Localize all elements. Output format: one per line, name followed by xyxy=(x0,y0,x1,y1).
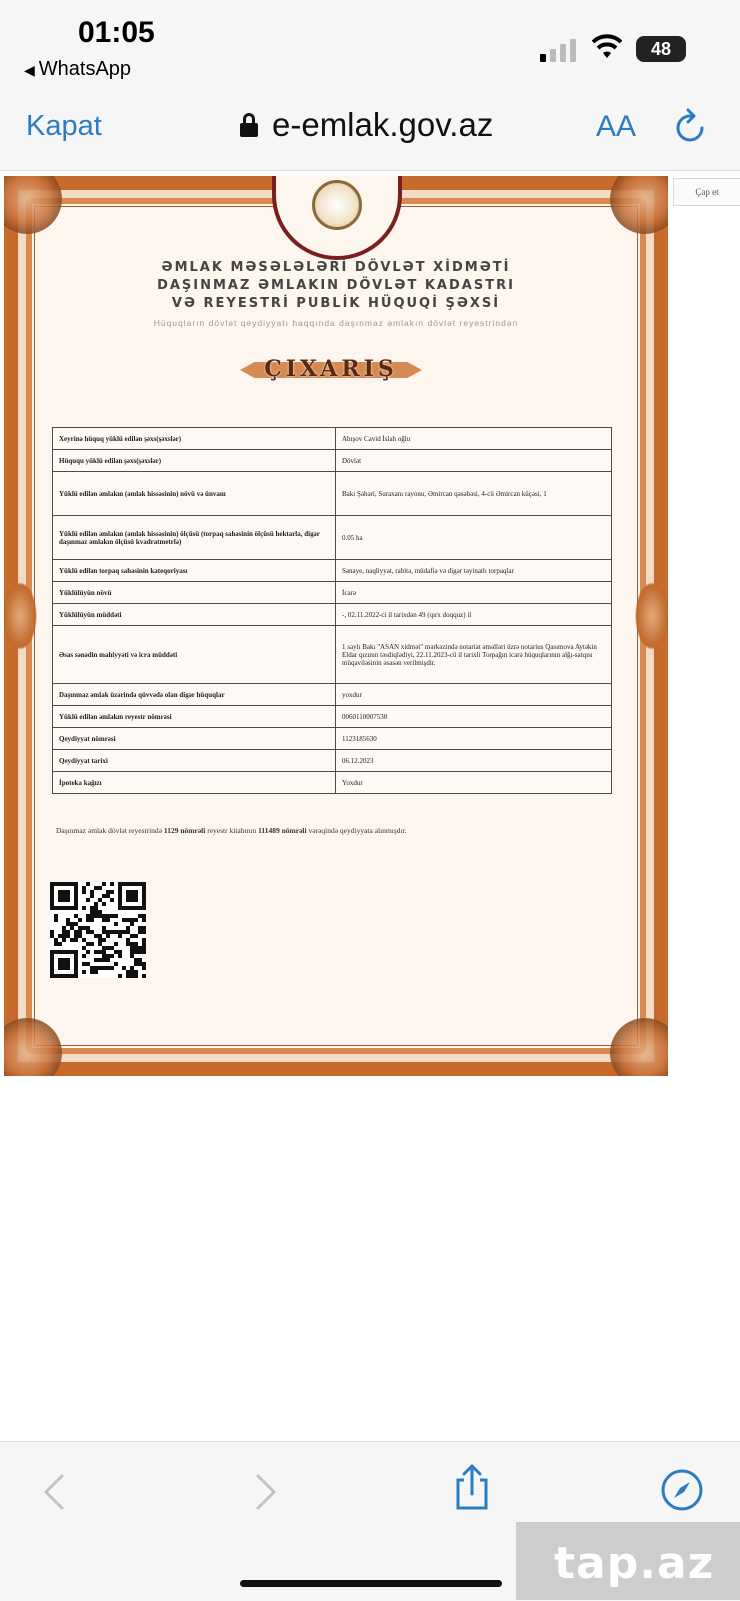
url-text: e-emlak.gov.az xyxy=(272,106,494,143)
note-part-2: reyestr kitabının xyxy=(207,826,257,835)
table-row xyxy=(53,684,612,706)
reload-icon[interactable] xyxy=(674,106,708,146)
table-row xyxy=(53,626,612,684)
table-row xyxy=(53,472,612,516)
table-row xyxy=(53,750,612,772)
table-row xyxy=(53,516,612,560)
row-key: Əsas sənədin mahiyyəti və icra müddəti xyxy=(53,626,336,684)
back-app-label: WhatsApp xyxy=(38,58,132,80)
row-value: -, 02.11.2022-ci il tarixdən 49 (qırx doqquz) il xyxy=(336,604,612,626)
title-banner xyxy=(240,348,422,392)
table-row xyxy=(53,582,612,604)
battery-indicator: 48 xyxy=(636,36,686,62)
row-key: Hüququ yüklü edilən şəxs(şəxslər) xyxy=(53,450,336,472)
note-number-1: 1129 nömrəli xyxy=(163,826,206,835)
table-row xyxy=(53,604,612,626)
back-arrow-icon[interactable] xyxy=(42,1472,66,1512)
back-to-app-link[interactable] xyxy=(24,58,131,81)
text-size-button[interactable]: AA xyxy=(596,110,637,143)
cellular-signal-icon xyxy=(540,38,580,62)
certificate-title: ÇIXARIŞ xyxy=(264,356,398,382)
row-value: İcarə xyxy=(336,582,612,604)
note-part-1: Daşınmaz əmlak dövlət reyestrində xyxy=(56,826,163,835)
row-key: Yüklü edilən torpaq sahəsinin kateqoriyası xyxy=(53,560,336,582)
row-value: 0.05 ha xyxy=(336,516,612,560)
row-value: 0060110007530 xyxy=(336,706,612,728)
side-ornament-right xyxy=(632,576,668,656)
row-value: 1 saylı Bakı "ASAN xidmət" mərkəzində notariat əməlləri üzrə notarius Qasımova Aytəkin Eldar qızının təsdiqlədiyi, 22.11.2023-cü il tarixli Torpağın icarə hüquqlarının alğı-satqısı müqaviləsinin əsasən verilmişdir. xyxy=(336,626,612,684)
row-value: 06.12.2023 xyxy=(336,750,612,772)
header-line-1: ƏMLAK MƏSƏLƏLƏRİ DÖVLƏT XİDMƏTİ xyxy=(161,260,511,275)
lock-icon xyxy=(240,113,258,137)
row-key: Daşınmaz əmlak üzərində qüvvədə olan digər hüquqlar xyxy=(53,684,336,706)
note-part-3: vərəqində qeydiyyata alınmışdır. xyxy=(308,826,407,835)
row-key: Qeydiyyat tarixi xyxy=(53,750,336,772)
certificate xyxy=(4,176,668,1076)
row-key: Yüklü edilən əmlakın (əmlak hissəsinin) ölçüsü (torpaq sahəsinin ölçüsü hektarla, digər daşınmaz əmlakın ölçüsü kvadratmetrlə) xyxy=(53,516,336,560)
row-value: Sənaye, nəqliyyat, rabitə, müdafiə və digər təyinatlı torpaqlar xyxy=(336,560,612,582)
table-row xyxy=(53,772,612,794)
print-tab[interactable]: Çap et xyxy=(673,178,740,206)
table-row xyxy=(53,728,612,750)
row-value: Yoxdur xyxy=(336,772,612,794)
table-row xyxy=(53,450,612,472)
forward-arrow-icon[interactable] xyxy=(254,1472,278,1512)
header-line-2: DAŞINMAZ ƏMLAKIN DÖVLƏT KADASTRI xyxy=(157,278,515,293)
row-key: Xeyrinə hüquq yüklü edilən şəxs(şəxslər) xyxy=(53,428,336,450)
note-number-2: 111489 nömrəli xyxy=(258,826,307,835)
watermark-text: tap.az xyxy=(554,1538,715,1589)
state-emblem-icon xyxy=(312,180,362,230)
row-key: Yüklü edilən əmlakın reyestr nömrəsi xyxy=(53,706,336,728)
compass-icon[interactable] xyxy=(660,1468,704,1512)
browser-toolbar xyxy=(0,90,740,171)
address-bar[interactable] xyxy=(240,106,493,144)
header-subtitle: Hüquqların dövlət qeydiyyatı haqqında daşınmaz əmlakın dövlət reyestrindən xyxy=(153,318,519,328)
qr-code[interactable] xyxy=(50,882,146,978)
table-row xyxy=(53,428,612,450)
home-indicator xyxy=(240,1580,502,1587)
row-key: Yüklülüyün müddəti xyxy=(53,604,336,626)
tap-az-watermark xyxy=(516,1522,740,1600)
status-bar xyxy=(0,0,740,90)
table-row xyxy=(53,560,612,582)
header-line-3: VƏ REYESTRİ PUBLİK HÜQUQİ ŞƏXSİ xyxy=(171,296,501,311)
back-triangle-icon: ◀ xyxy=(24,62,35,78)
share-icon[interactable] xyxy=(452,1464,492,1512)
row-key: Yüklülüyün növü xyxy=(53,582,336,604)
row-value: yoxdur xyxy=(336,684,612,706)
wifi-icon xyxy=(592,34,622,60)
close-button[interactable]: Kapat xyxy=(26,110,102,142)
registry-note xyxy=(56,826,616,835)
clock: 01:05 xyxy=(78,16,155,49)
row-key: Yüklü edilən əmlakın (əmlak hissəsinin) növü və ünvanı xyxy=(53,472,336,516)
row-value: 1123185630 xyxy=(336,728,612,750)
row-value: Dövlət xyxy=(336,450,612,472)
info-table xyxy=(52,427,612,794)
row-key: Qeydiyyat nömrəsi xyxy=(53,728,336,750)
table-row xyxy=(53,706,612,728)
row-value: Bakı Şəhəri, Suraxanı rayonu, Əmircan qəsəbəsi, 4-cü Əmircan küçəsi, 1 xyxy=(336,472,612,516)
side-ornament-left xyxy=(4,576,40,656)
row-key: İpoteka kağızı xyxy=(53,772,336,794)
row-value: Abışov Cavid İslah oğlu xyxy=(336,428,612,450)
